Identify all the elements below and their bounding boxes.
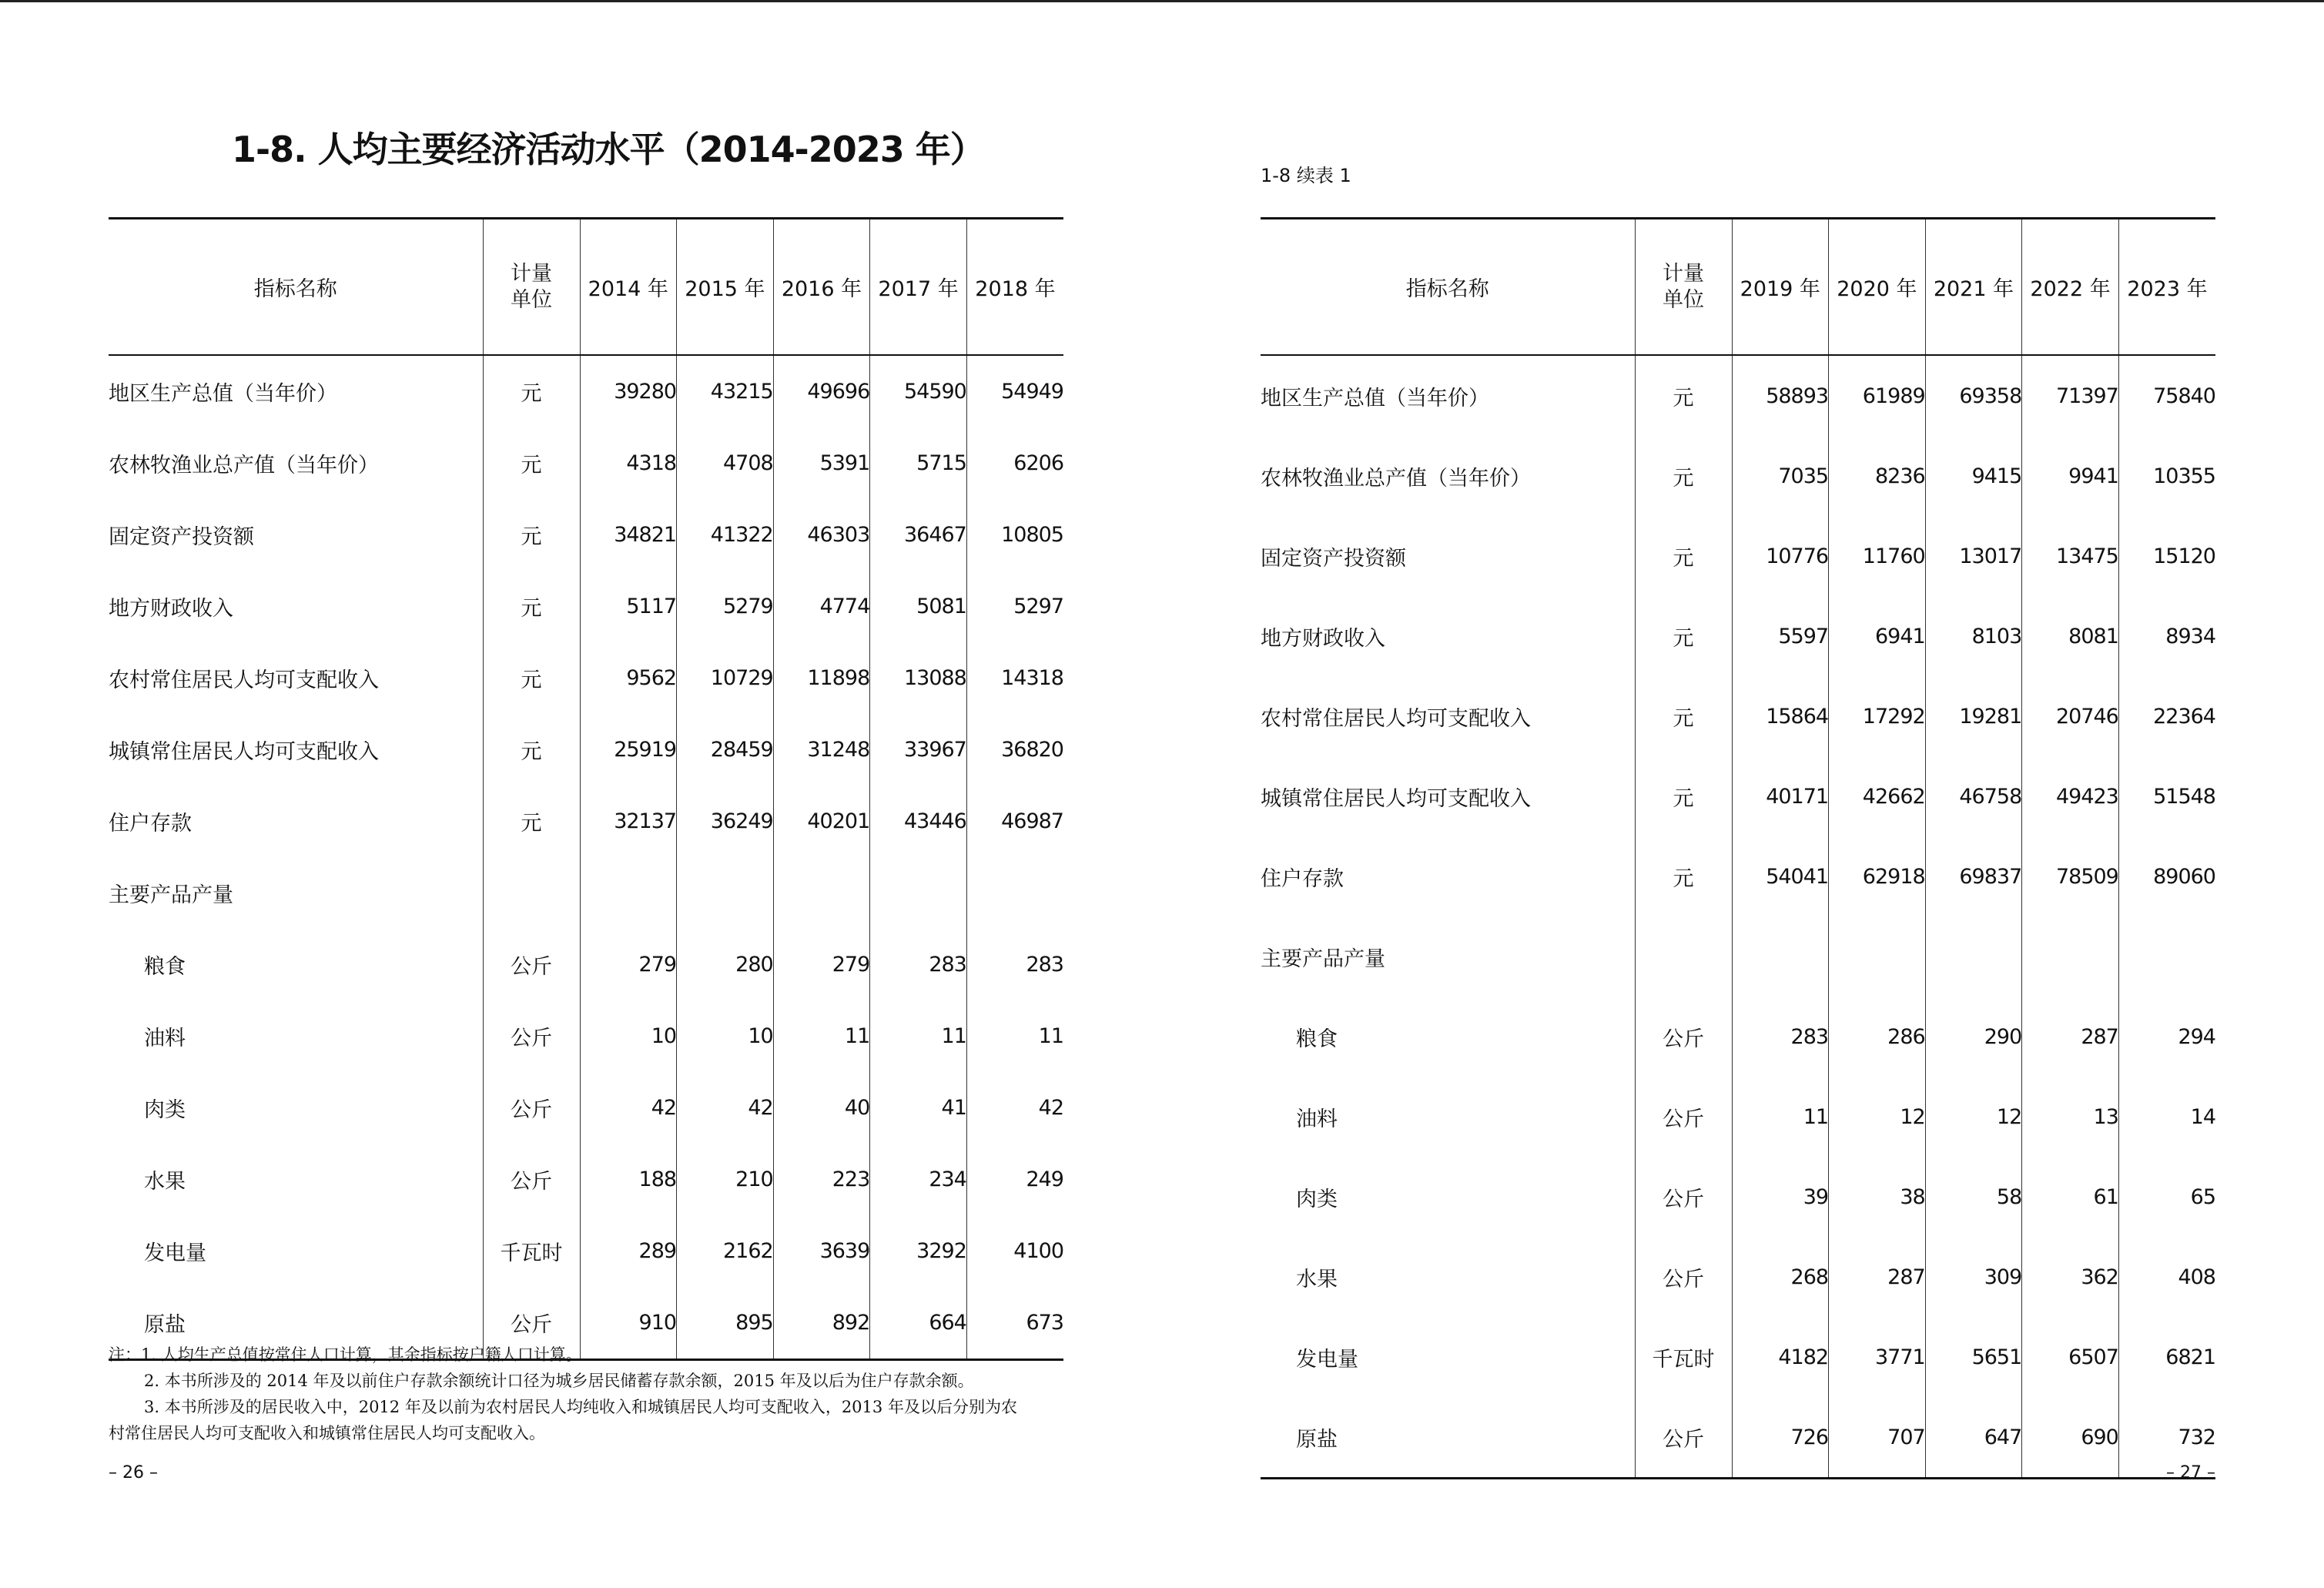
table-row <box>1261 836 2215 916</box>
unit-cell: 公斤 <box>1635 997 1732 1077</box>
value-cell: 40201 <box>773 786 870 857</box>
unit-cell: 公斤 <box>483 1000 580 1072</box>
value-cell: 38 <box>1829 1157 1926 1237</box>
value-cell: 31248 <box>773 714 870 786</box>
value-cell: 10 <box>580 1000 677 1072</box>
indicator-table-2019-2023 <box>1261 217 2215 1479</box>
value-cell: 280 <box>677 929 774 1000</box>
indicator-name-cell: 油料 <box>144 1027 186 1050</box>
value-cell: 283 <box>966 929 1063 1000</box>
indicator-name-cell: 原盐 <box>144 1313 186 1337</box>
table-row <box>109 786 1063 857</box>
value-cell <box>1925 916 2022 997</box>
unit-cell: 元 <box>1635 756 1732 836</box>
value-cell: 10729 <box>677 642 774 714</box>
value-cell: 62918 <box>1829 836 1926 916</box>
value-cell: 8236 <box>1829 436 1926 516</box>
indicator-name-cell: 城镇常住居民人均可支配收入 <box>109 740 379 764</box>
value-cell: 13017 <box>1925 516 2022 596</box>
value-cell: 11 <box>870 1000 967 1072</box>
value-cell: 309 <box>1925 1237 2022 1317</box>
unit-cell: 公斤 <box>483 1072 580 1144</box>
value-cell: 58893 <box>1732 355 1829 436</box>
indicator-name-cell: 地区生产总值（当年价） <box>109 382 337 406</box>
unit-cell: 公斤 <box>483 929 580 1000</box>
table-row <box>1261 355 2215 436</box>
value-cell: 294 <box>2118 997 2215 1077</box>
indicator-name-cell: 发电量 <box>1296 1347 1358 1372</box>
value-cell: 69837 <box>1925 836 2022 916</box>
value-cell: 707 <box>1829 1397 1926 1479</box>
value-cell: 14 <box>2118 1077 2215 1157</box>
value-cell: 287 <box>2022 997 2119 1077</box>
value-cell: 75840 <box>2118 355 2215 436</box>
table-row <box>1261 1077 2215 1157</box>
page-number: – 26 – <box>109 1463 158 1482</box>
unit-cell <box>1635 916 1732 997</box>
indicator-name-cell: 水果 <box>144 1170 186 1194</box>
value-cell: 49423 <box>2022 756 2119 836</box>
top-border-line <box>0 0 2324 2</box>
unit-cell: 公斤 <box>483 1144 580 1215</box>
unit-cell: 元 <box>1635 836 1732 916</box>
value-cell: 54590 <box>870 355 967 427</box>
header-unit-line1: 计量 <box>511 261 552 286</box>
table-row <box>109 1000 1063 1072</box>
value-cell: 20746 <box>2022 676 2119 756</box>
indicator-name-cell: 住户存款 <box>1261 866 1344 891</box>
indicator-name-cell: 农林牧渔业总产值（当年价） <box>1261 466 1531 491</box>
value-cell: 7035 <box>1732 436 1829 516</box>
value-cell: 12 <box>1829 1077 1926 1157</box>
indicator-name-cell: 水果 <box>1296 1267 1338 1292</box>
unit-cell: 元 <box>483 499 580 571</box>
indicator-name-cell: 固定资产投资额 <box>1261 546 1406 571</box>
value-cell: 9941 <box>2022 436 2119 516</box>
value-cell: 283 <box>1732 997 1829 1077</box>
unit-cell: 元 <box>1635 355 1732 436</box>
value-cell: 32137 <box>580 786 677 857</box>
value-cell: 895 <box>677 1287 774 1360</box>
indicator-name-cell: 主要产品产量 <box>1261 946 1385 971</box>
value-cell: 5715 <box>870 427 967 499</box>
table-row <box>109 355 1063 427</box>
value-cell: 4318 <box>580 427 677 499</box>
value-cell: 15120 <box>2118 516 2215 596</box>
value-cell <box>773 857 870 929</box>
table-row <box>109 642 1063 714</box>
value-cell: 4100 <box>966 1215 1063 1287</box>
note-1: 注：1. 人均生产总值按常住人口计算，其余指标按户籍人口计算。 <box>109 1345 582 1364</box>
value-cell: 5081 <box>870 571 967 642</box>
table-row <box>1261 596 2215 676</box>
unit-cell: 千瓦时 <box>1635 1317 1732 1397</box>
note-2: 2. 本书所涉及的 2014 年及以前住户存款余额统计口径为城乡居民储蓄存款余额，2015 年及以后为住户存款余额。 <box>144 1372 974 1390</box>
value-cell: 89060 <box>2118 836 2215 916</box>
value-cell: 54041 <box>1732 836 1829 916</box>
value-cell: 234 <box>870 1144 967 1215</box>
value-cell: 39280 <box>580 355 677 427</box>
value-cell: 8103 <box>1925 596 2022 676</box>
unit-cell: 元 <box>483 427 580 499</box>
value-cell: 19281 <box>1925 676 2022 756</box>
value-cell: 290 <box>1925 997 2022 1077</box>
value-cell: 36820 <box>966 714 1063 786</box>
indicator-name-cell: 粮食 <box>144 955 186 979</box>
header-year: 2022 年 <box>2022 219 2119 356</box>
value-cell: 279 <box>773 929 870 1000</box>
value-cell: 11898 <box>773 642 870 714</box>
value-cell: 13088 <box>870 642 967 714</box>
value-cell: 14318 <box>966 642 1063 714</box>
indicator-name-cell: 发电量 <box>144 1241 206 1265</box>
value-cell: 287 <box>1829 1237 1926 1317</box>
value-cell <box>966 857 1063 929</box>
value-cell: 36249 <box>677 786 774 857</box>
value-cell: 42662 <box>1829 756 1926 836</box>
value-cell: 42 <box>580 1072 677 1144</box>
value-cell: 69358 <box>1925 355 2022 436</box>
table-row <box>1261 516 2215 596</box>
unit-cell: 元 <box>483 355 580 427</box>
value-cell: 10805 <box>966 499 1063 571</box>
value-cell: 54949 <box>966 355 1063 427</box>
header-year: 2018 年 <box>966 219 1063 356</box>
unit-cell: 元 <box>483 642 580 714</box>
indicator-table-2014-2018 <box>109 217 1063 1361</box>
value-cell: 732 <box>2118 1397 2215 1479</box>
value-cell: 5651 <box>1925 1317 2022 1397</box>
value-cell: 22364 <box>2118 676 2215 756</box>
header-year: 2015 年 <box>677 219 774 356</box>
indicator-name-cell: 原盐 <box>1296 1427 1338 1452</box>
header-unit-line2: 单位 <box>1663 287 1704 312</box>
value-cell: 8081 <box>2022 596 2119 676</box>
value-cell: 289 <box>580 1215 677 1287</box>
table-row <box>109 929 1063 1000</box>
value-cell: 41 <box>870 1072 967 1144</box>
table-row <box>1261 997 2215 1077</box>
table-row <box>109 571 1063 642</box>
indicator-name-cell: 固定资产投资额 <box>109 525 254 549</box>
value-cell: 4708 <box>677 427 774 499</box>
table-row <box>109 1144 1063 1215</box>
value-cell: 3771 <box>1829 1317 1926 1397</box>
value-cell: 286 <box>1829 997 1926 1077</box>
value-cell: 42 <box>677 1072 774 1144</box>
table-row <box>1261 1317 2215 1397</box>
value-cell <box>2118 916 2215 997</box>
table-row <box>109 857 1063 929</box>
value-cell: 25919 <box>580 714 677 786</box>
value-cell: 46303 <box>773 499 870 571</box>
table-notes <box>109 1342 1063 1446</box>
value-cell: 8934 <box>2118 596 2215 676</box>
value-cell: 892 <box>773 1287 870 1360</box>
value-cell: 43215 <box>677 355 774 427</box>
value-cell: 17292 <box>1829 676 1926 756</box>
note-3-continued: 村常住居民人均可支配收入和城镇常住居民人均可支配收入。 <box>109 1424 545 1442</box>
indicator-name-cell: 住户存款 <box>109 812 192 836</box>
value-cell: 690 <box>2022 1397 2119 1479</box>
header-year: 2020 年 <box>1829 219 1926 356</box>
table-row <box>109 1072 1063 1144</box>
continued-table-title: 1-8 续表 1 <box>1261 165 1351 186</box>
unit-cell: 元 <box>1635 516 1732 596</box>
value-cell: 5597 <box>1732 596 1829 676</box>
value-cell: 13 <box>2022 1077 2119 1157</box>
value-cell: 249 <box>966 1144 1063 1215</box>
value-cell: 11 <box>773 1000 870 1072</box>
page-number: – 27 – <box>2166 1463 2215 1482</box>
indicator-name-cell: 农村常住居民人均可支配收入 <box>109 668 379 692</box>
value-cell: 46758 <box>1925 756 2022 836</box>
value-cell: 210 <box>677 1144 774 1215</box>
indicator-name-cell: 粮食 <box>1296 1027 1338 1051</box>
header-indicator-name: 指标名称 <box>109 219 483 356</box>
value-cell: 647 <box>1925 1397 2022 1479</box>
value-cell: 9562 <box>580 642 677 714</box>
unit-cell: 公斤 <box>1635 1237 1732 1317</box>
value-cell: 910 <box>580 1287 677 1360</box>
value-cell: 46987 <box>966 786 1063 857</box>
table-header-row <box>1261 219 2215 356</box>
indicator-name-cell: 地方财政收入 <box>109 597 233 621</box>
value-cell: 10776 <box>1732 516 1829 596</box>
header-year: 2014 年 <box>580 219 677 356</box>
value-cell: 40 <box>773 1072 870 1144</box>
value-cell: 61 <box>2022 1157 2119 1237</box>
header-year: 2023 年 <box>2118 219 2215 356</box>
table-row <box>1261 1237 2215 1317</box>
header-indicator-name: 指标名称 <box>1261 219 1635 356</box>
value-cell: 6821 <box>2118 1317 2215 1397</box>
value-cell: 13475 <box>2022 516 2119 596</box>
value-cell: 10 <box>677 1000 774 1072</box>
table-row <box>1261 756 2215 836</box>
value-cell: 673 <box>966 1287 1063 1360</box>
value-cell: 4182 <box>1732 1317 1829 1397</box>
value-cell <box>1829 916 1926 997</box>
table-row <box>109 1215 1063 1287</box>
unit-cell <box>483 857 580 929</box>
table-row <box>1261 916 2215 997</box>
value-cell: 188 <box>580 1144 677 1215</box>
value-cell: 10355 <box>2118 436 2215 516</box>
unit-cell: 元 <box>1635 596 1732 676</box>
table-row <box>109 499 1063 571</box>
indicator-name-cell: 地区生产总值（当年价） <box>1261 386 1489 410</box>
value-cell: 223 <box>773 1144 870 1215</box>
value-cell: 2162 <box>677 1215 774 1287</box>
value-cell: 61989 <box>1829 355 1926 436</box>
table-row <box>109 427 1063 499</box>
value-cell: 362 <box>2022 1237 2119 1317</box>
value-cell: 726 <box>1732 1397 1829 1479</box>
value-cell: 71397 <box>2022 355 2119 436</box>
value-cell: 408 <box>2118 1237 2215 1317</box>
value-cell: 3639 <box>773 1215 870 1287</box>
value-cell <box>1732 916 1829 997</box>
header-unit <box>1635 219 1732 356</box>
indicator-name-cell: 油料 <box>1296 1107 1338 1131</box>
value-cell <box>580 857 677 929</box>
value-cell: 11 <box>1732 1077 1829 1157</box>
value-cell: 4774 <box>773 571 870 642</box>
header-year: 2019 年 <box>1732 219 1829 356</box>
value-cell: 12 <box>1925 1077 2022 1157</box>
value-cell: 78509 <box>2022 836 2119 916</box>
value-cell: 43446 <box>870 786 967 857</box>
table-header-row <box>109 219 1063 356</box>
table-row <box>1261 436 2215 516</box>
value-cell <box>2022 916 2119 997</box>
value-cell: 6206 <box>966 427 1063 499</box>
header-unit-line2: 单位 <box>511 287 552 312</box>
value-cell: 5279 <box>677 571 774 642</box>
value-cell: 6507 <box>2022 1317 2119 1397</box>
value-cell: 65 <box>2118 1157 2215 1237</box>
unit-cell: 公斤 <box>1635 1077 1732 1157</box>
unit-cell: 元 <box>1635 676 1732 756</box>
page-title: 1-8. 人均主要经济活动水平（2014-2023 年） <box>232 129 985 170</box>
header-year: 2021 年 <box>1925 219 2022 356</box>
value-cell: 5117 <box>580 571 677 642</box>
value-cell: 11760 <box>1829 516 1926 596</box>
unit-cell: 元 <box>483 786 580 857</box>
header-year: 2017 年 <box>870 219 967 356</box>
table-row <box>109 714 1063 786</box>
value-cell: 40171 <box>1732 756 1829 836</box>
table-row <box>1261 1157 2215 1237</box>
header-unit <box>483 219 580 356</box>
value-cell: 39 <box>1732 1157 1829 1237</box>
value-cell: 664 <box>870 1287 967 1360</box>
indicator-name-cell: 地方财政收入 <box>1261 626 1385 651</box>
value-cell: 36467 <box>870 499 967 571</box>
unit-cell: 元 <box>1635 436 1732 516</box>
unit-cell: 千瓦时 <box>483 1215 580 1287</box>
value-cell: 34821 <box>580 499 677 571</box>
value-cell: 41322 <box>677 499 774 571</box>
value-cell: 9415 <box>1925 436 2022 516</box>
value-cell: 283 <box>870 929 967 1000</box>
value-cell <box>677 857 774 929</box>
value-cell: 28459 <box>677 714 774 786</box>
header-year: 2016 年 <box>773 219 870 356</box>
value-cell: 5391 <box>773 427 870 499</box>
indicator-name-cell: 农村常住居民人均可支配收入 <box>1261 706 1531 731</box>
value-cell: 5297 <box>966 571 1063 642</box>
value-cell: 15864 <box>1732 676 1829 756</box>
value-cell: 3292 <box>870 1215 967 1287</box>
value-cell: 42 <box>966 1072 1063 1144</box>
value-cell: 6941 <box>1829 596 1926 676</box>
header-unit-line1: 计量 <box>1663 261 1704 286</box>
value-cell: 49696 <box>773 355 870 427</box>
indicator-name-cell: 主要产品产量 <box>109 883 233 907</box>
value-cell: 11 <box>966 1000 1063 1072</box>
unit-cell: 公斤 <box>1635 1397 1732 1479</box>
value-cell: 58 <box>1925 1157 2022 1237</box>
unit-cell: 公斤 <box>483 1287 580 1360</box>
indicator-name-cell: 肉类 <box>1296 1187 1338 1211</box>
value-cell: 51548 <box>2118 756 2215 836</box>
indicator-name-cell: 农林牧渔业总产值（当年价） <box>109 454 379 477</box>
table-row <box>1261 1397 2215 1479</box>
value-cell: 279 <box>580 929 677 1000</box>
unit-cell: 元 <box>483 714 580 786</box>
unit-cell: 公斤 <box>1635 1157 1732 1237</box>
note-3: 3. 本书所涉及的居民收入中，2012 年及以前为农村居民人均纯收入和城镇居民人均可支配收入，2013 年及以后分别为农 <box>144 1398 1017 1416</box>
unit-cell: 元 <box>483 571 580 642</box>
table-row <box>1261 676 2215 756</box>
value-cell <box>870 857 967 929</box>
value-cell: 268 <box>1732 1237 1829 1317</box>
indicator-name-cell: 肉类 <box>144 1098 186 1122</box>
value-cell: 33967 <box>870 714 967 786</box>
indicator-name-cell: 城镇常住居民人均可支配收入 <box>1261 786 1531 811</box>
